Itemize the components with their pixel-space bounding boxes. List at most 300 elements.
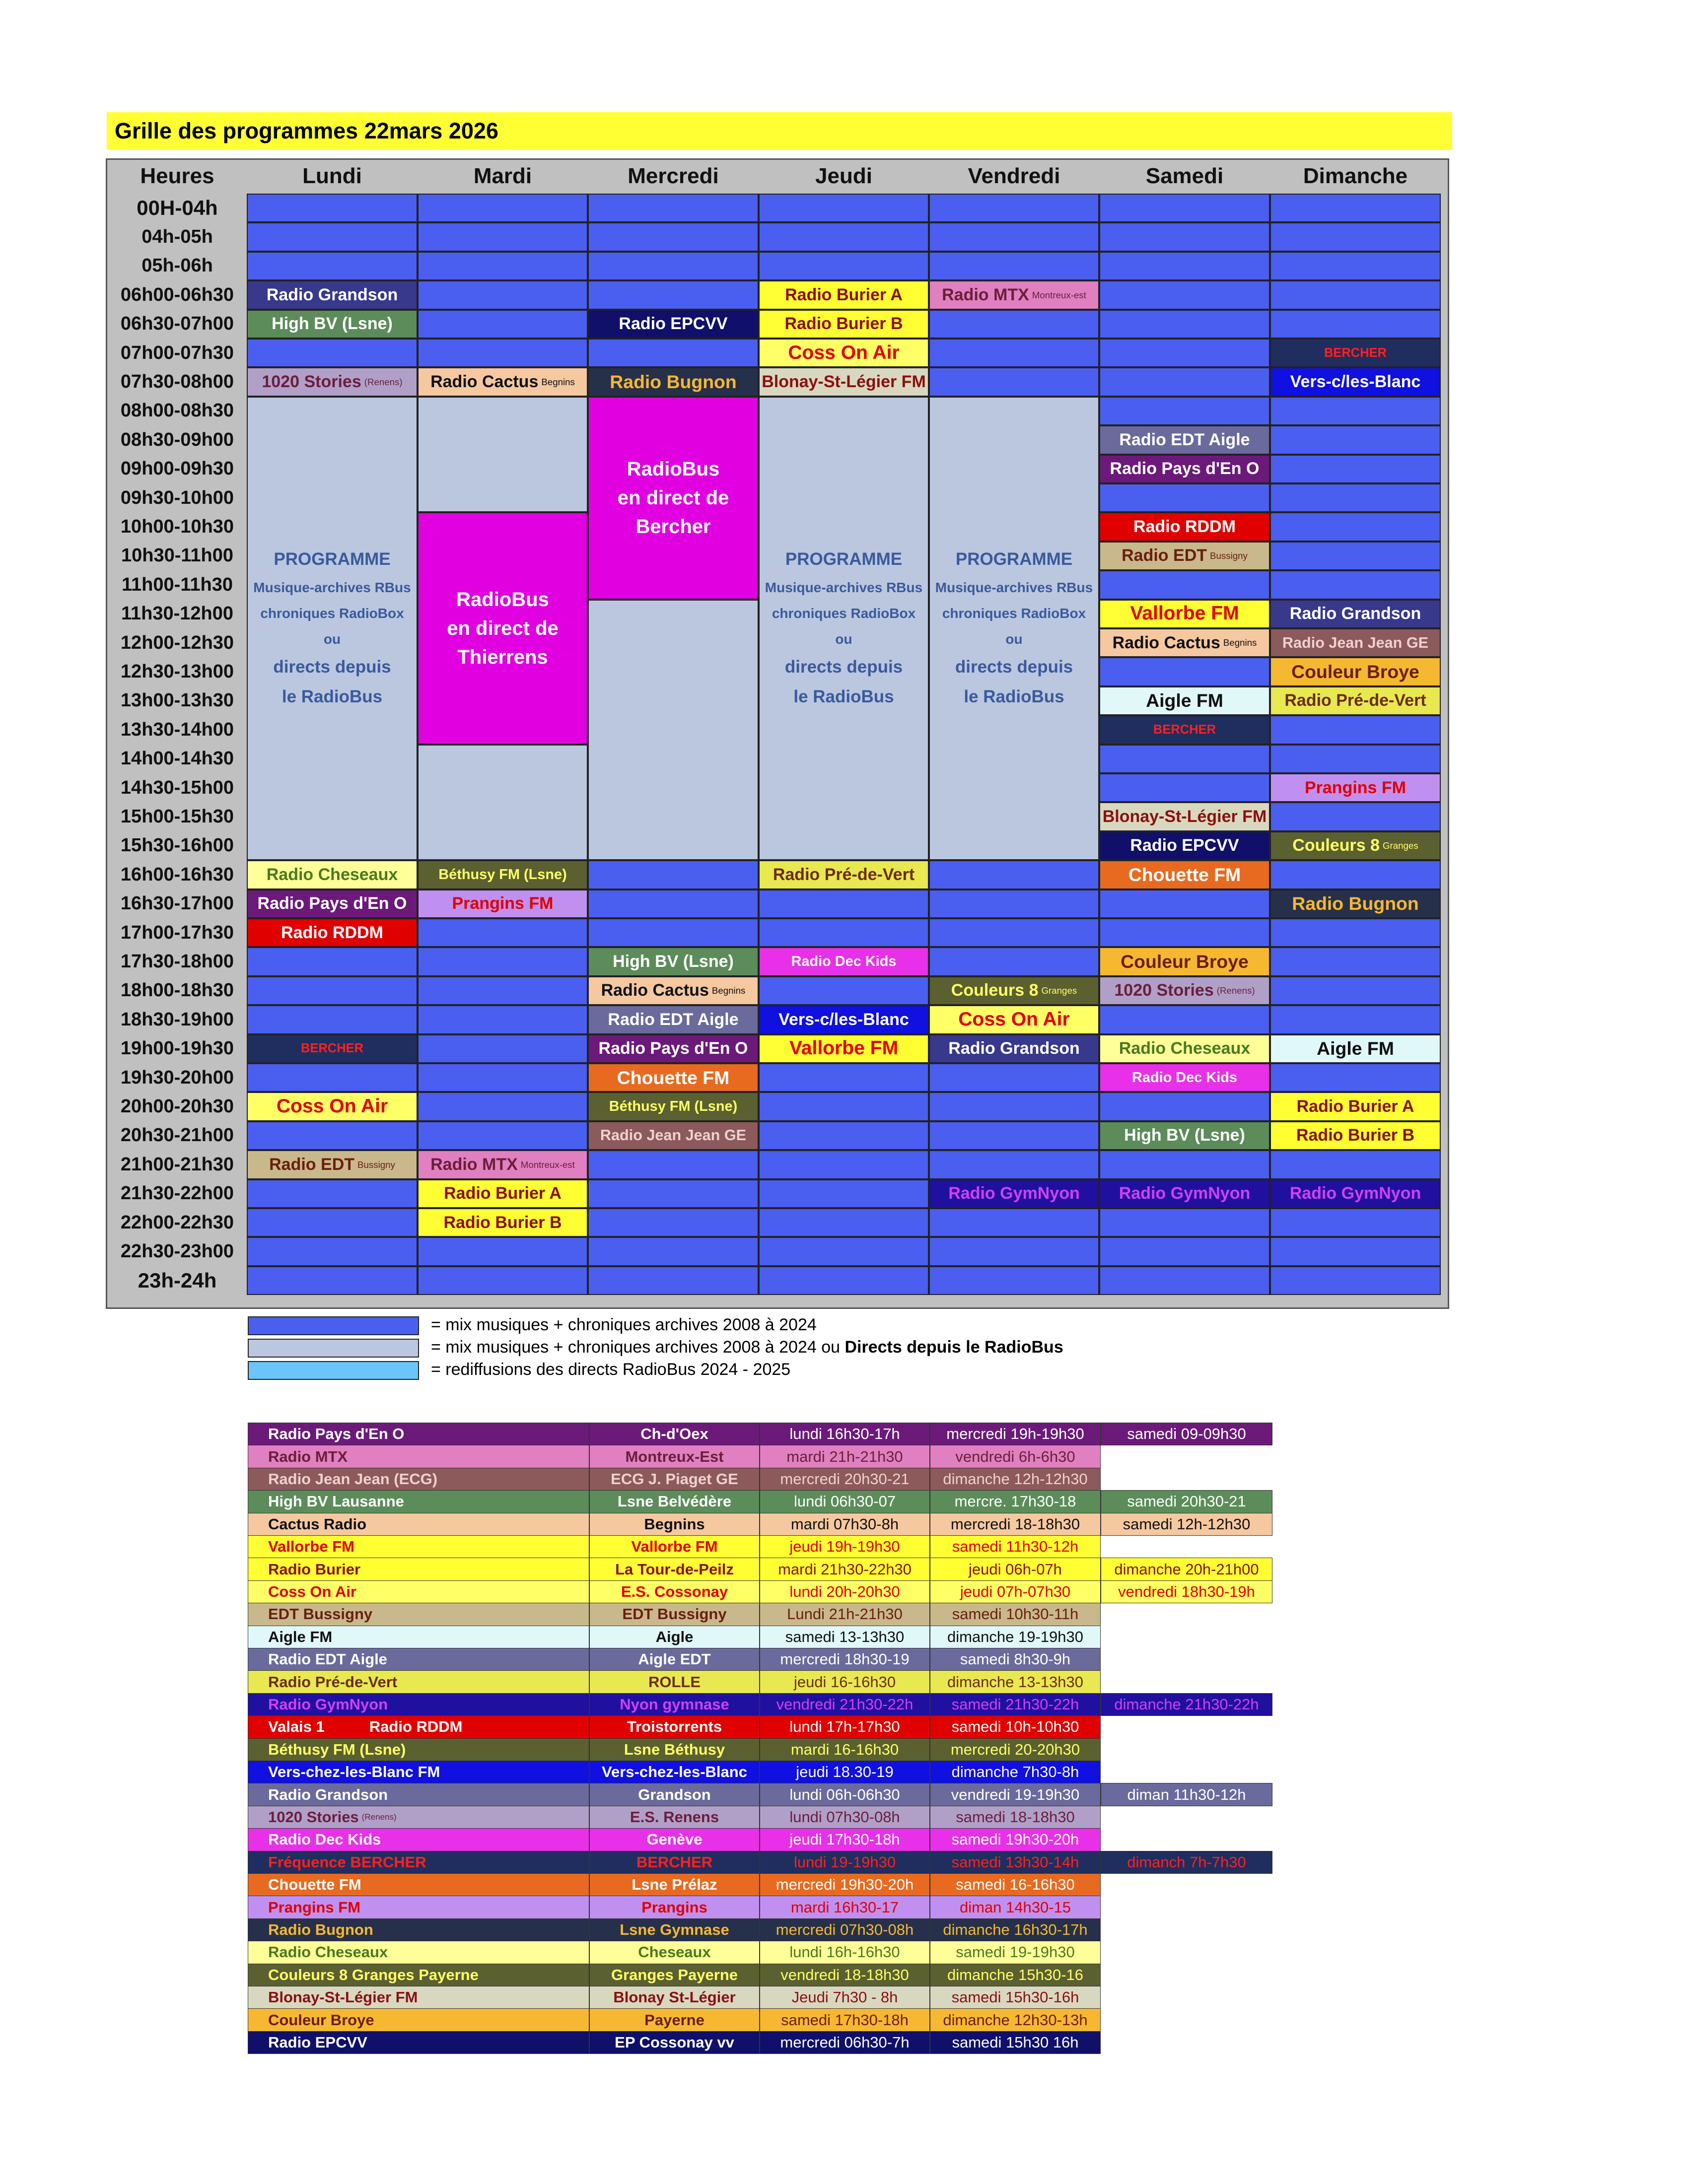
schedule-cell[interactable] bbox=[929, 1005, 1099, 1034]
empty-slot[interactable] bbox=[247, 194, 418, 222]
empty-slot[interactable] bbox=[247, 252, 418, 280]
station-d1 bbox=[760, 1648, 930, 1671]
schedule-cell[interactable] bbox=[1099, 976, 1270, 1005]
empty-slot[interactable] bbox=[929, 1150, 1099, 1179]
block-line: RadioBus bbox=[456, 588, 549, 611]
schedule-cell[interactable] bbox=[247, 367, 418, 396]
schedule-cell[interactable] bbox=[418, 367, 588, 396]
station-text: Radio Dec Kids bbox=[268, 1831, 381, 1848]
station-d1 bbox=[760, 1806, 930, 1829]
empty-slot[interactable] bbox=[1270, 860, 1441, 889]
station-text: mercredi 07h30-08h bbox=[775, 1920, 914, 1938]
station-text: E.S. Cossonay bbox=[621, 1582, 728, 1600]
schedule-cell[interactable] bbox=[247, 860, 418, 889]
station-text: Blonay St-Légier bbox=[613, 1988, 736, 2006]
empty-slot[interactable] bbox=[588, 1179, 759, 1208]
empty-slot[interactable] bbox=[929, 1208, 1099, 1237]
schedule-cell[interactable] bbox=[1270, 686, 1441, 715]
empty-slot[interactable] bbox=[418, 194, 588, 222]
block-line: Musique-archives RBus bbox=[765, 579, 923, 595]
station-d2 bbox=[930, 1806, 1101, 1829]
empty-slot[interactable] bbox=[588, 194, 759, 222]
station-text: 1020 Stories bbox=[268, 1808, 359, 1826]
station-loc bbox=[589, 1873, 760, 1896]
station-text: Fréquence BERCHER bbox=[268, 1853, 426, 1871]
empty-slot[interactable] bbox=[418, 976, 588, 1005]
station-name bbox=[248, 1535, 589, 1558]
station-d2 bbox=[930, 1693, 1101, 1716]
schedule-cell[interactable] bbox=[1099, 831, 1270, 860]
empty-slot[interactable] bbox=[588, 1266, 759, 1295]
cell-label: Radio Pré-de-Vert bbox=[773, 865, 915, 884]
station-text: Valais 1 bbox=[268, 1718, 325, 1736]
column-header-3: Mercredi bbox=[628, 164, 719, 188]
empty-slot[interactable] bbox=[1270, 976, 1441, 1005]
station-text: Lundi 21h-21h30 bbox=[787, 1605, 903, 1623]
empty-slot[interactable] bbox=[1270, 1237, 1441, 1266]
station-d2 bbox=[930, 1941, 1101, 1964]
station-text: jeudi 06h-07h bbox=[969, 1560, 1062, 1578]
station-text: Radio EPCVV bbox=[268, 2033, 367, 2051]
empty-slot[interactable] bbox=[1099, 1266, 1270, 1295]
schedule-cell[interactable] bbox=[1270, 1034, 1441, 1063]
empty-slot[interactable] bbox=[1270, 512, 1441, 541]
hour-label: 12h00-12h30 bbox=[120, 632, 234, 653]
schedule-cell[interactable] bbox=[588, 310, 759, 339]
cell-label: Chouette FM bbox=[617, 1067, 730, 1088]
station-text: dimanche 13-13h30 bbox=[947, 1673, 1084, 1691]
empty-slot[interactable] bbox=[1270, 455, 1441, 483]
empty-slot[interactable] bbox=[588, 222, 759, 251]
schedule-cell[interactable] bbox=[1099, 686, 1270, 715]
empty-slot[interactable] bbox=[1270, 397, 1441, 425]
empty-slot[interactable] bbox=[929, 222, 1099, 251]
cell-label: Radio GymNyon bbox=[1119, 1184, 1251, 1203]
schedule-cell[interactable] bbox=[1099, 628, 1270, 657]
empty-slot[interactable] bbox=[929, 918, 1099, 947]
station-name bbox=[248, 1896, 589, 1918]
empty-slot[interactable] bbox=[1099, 1208, 1270, 1237]
empty-slot[interactable] bbox=[1270, 1005, 1441, 1034]
station-text: mercre. 17h30-18 bbox=[954, 1493, 1076, 1510]
station-text: Radio Bugnon bbox=[268, 1920, 373, 1938]
empty-slot[interactable] bbox=[759, 1179, 929, 1208]
empty-slot[interactable] bbox=[929, 889, 1099, 918]
schedule-cell[interactable] bbox=[1099, 455, 1270, 483]
empty-slot[interactable] bbox=[247, 1237, 418, 1266]
block-line: le RadioBus bbox=[793, 687, 894, 707]
empty-slot[interactable] bbox=[418, 1092, 588, 1121]
empty-slot[interactable] bbox=[929, 1121, 1099, 1150]
empty-slot[interactable] bbox=[1099, 339, 1270, 367]
empty-slot[interactable] bbox=[588, 889, 759, 918]
empty-slot[interactable] bbox=[1099, 889, 1270, 918]
empty-slot[interactable] bbox=[929, 339, 1099, 367]
empty-slot[interactable] bbox=[759, 1092, 929, 1121]
empty-slot[interactable] bbox=[247, 339, 418, 367]
empty-slot[interactable] bbox=[929, 860, 1099, 889]
schedule-cell[interactable] bbox=[588, 1121, 759, 1150]
empty-slot[interactable] bbox=[759, 194, 929, 222]
station-text: Radio MTX bbox=[268, 1447, 348, 1465]
schedule-cell[interactable] bbox=[247, 1092, 418, 1121]
empty-slot[interactable] bbox=[1099, 194, 1270, 222]
schedule-cell[interactable] bbox=[759, 310, 929, 339]
schedule-cell[interactable] bbox=[588, 947, 759, 976]
station-text: mardi 16-16h30 bbox=[790, 1740, 899, 1758]
station-loc bbox=[589, 1693, 760, 1716]
radiobus-thierrens-block[interactable] bbox=[418, 512, 588, 744]
empty-slot[interactable] bbox=[588, 339, 759, 367]
column-header-7: Dimanche bbox=[1303, 164, 1408, 188]
empty-slot[interactable] bbox=[418, 310, 588, 339]
cell-label: Radio GymNyon bbox=[1289, 1184, 1421, 1203]
station-d2 bbox=[930, 1873, 1101, 1896]
empty-slot[interactable] bbox=[1270, 570, 1441, 599]
station-name bbox=[248, 1490, 589, 1513]
hour-label: 20h30-21h00 bbox=[120, 1125, 234, 1146]
station-d1 bbox=[760, 1851, 930, 1874]
schedule-cell[interactable] bbox=[759, 280, 929, 309]
empty-slot[interactable] bbox=[1099, 397, 1270, 425]
empty-slot[interactable] bbox=[1270, 1208, 1441, 1237]
empty-slot[interactable] bbox=[247, 1063, 418, 1092]
block-line: ou bbox=[835, 631, 852, 647]
cell-label: Coss On Air bbox=[958, 1008, 1070, 1030]
schedule-cell[interactable] bbox=[1270, 831, 1441, 860]
schedule-cell[interactable] bbox=[1099, 860, 1270, 889]
cell-label: 1020 Stories bbox=[1114, 981, 1214, 1000]
empty-slot[interactable] bbox=[1099, 252, 1270, 280]
schedule-cell[interactable] bbox=[588, 1034, 759, 1063]
station-text: mercredi 20h30-21 bbox=[780, 1470, 910, 1488]
schedule-cell[interactable] bbox=[1270, 1179, 1441, 1208]
page-title: Grille des programmes 22mars 2026 bbox=[107, 112, 1452, 150]
hour-label: 05h-06h bbox=[141, 255, 213, 276]
schedule-cell[interactable] bbox=[929, 976, 1099, 1005]
empty-slot[interactable] bbox=[759, 1121, 929, 1150]
empty-slot[interactable] bbox=[588, 918, 759, 947]
empty-slot[interactable] bbox=[1099, 483, 1270, 512]
empty-slot[interactable] bbox=[1270, 802, 1441, 831]
station-text: dimanche 7h30-8h bbox=[951, 1763, 1079, 1781]
hour-label: 15h30-16h00 bbox=[120, 835, 234, 856]
empty-slot[interactable] bbox=[418, 947, 588, 976]
empty-slot[interactable] bbox=[1270, 918, 1441, 947]
empty-slot[interactable] bbox=[1099, 280, 1270, 309]
programme-block-lundi[interactable] bbox=[247, 397, 418, 860]
empty-slot[interactable] bbox=[1099, 570, 1270, 599]
hour-label: 07h30-08h00 bbox=[120, 371, 234, 393]
empty-slot[interactable] bbox=[418, 918, 588, 947]
station-text: dimanche 20h-21h00 bbox=[1114, 1560, 1259, 1578]
empty-slot[interactable] bbox=[1270, 715, 1441, 744]
empty-slot[interactable] bbox=[1099, 1092, 1270, 1121]
station-text: BERCHER bbox=[636, 1853, 713, 1871]
schedule-cell[interactable] bbox=[1099, 1034, 1270, 1063]
empty-slot[interactable] bbox=[1270, 947, 1441, 976]
empty-slot[interactable] bbox=[759, 1266, 929, 1295]
schedule-cell[interactable] bbox=[1270, 889, 1441, 918]
cell-label: Radio Grandson bbox=[266, 285, 398, 304]
empty-slot[interactable] bbox=[1270, 194, 1441, 222]
empty-slot[interactable] bbox=[1270, 745, 1441, 773]
empty-slot[interactable] bbox=[1099, 773, 1270, 802]
column-header-6: Samedi bbox=[1145, 164, 1224, 188]
schedule-cell[interactable] bbox=[1099, 600, 1270, 628]
schedule-cell[interactable] bbox=[418, 1150, 588, 1179]
station-d1 bbox=[760, 1626, 930, 1648]
schedule-cell[interactable] bbox=[1270, 657, 1441, 686]
empty-slot[interactable] bbox=[418, 1034, 588, 1063]
empty-slot[interactable] bbox=[588, 252, 759, 280]
schedule-cell[interactable] bbox=[588, 1092, 759, 1121]
empty-slot[interactable] bbox=[247, 1179, 418, 1208]
station-d2 bbox=[930, 1490, 1101, 1513]
schedule-cell[interactable] bbox=[759, 860, 929, 889]
schedule-cell[interactable] bbox=[588, 1063, 759, 1092]
empty-slot[interactable] bbox=[929, 194, 1099, 222]
empty-slot[interactable] bbox=[1270, 280, 1441, 309]
hour-label: 08h00-08h30 bbox=[120, 400, 234, 421]
station-d1 bbox=[760, 1896, 930, 1918]
empty-slot[interactable] bbox=[588, 1150, 759, 1179]
schedule-cell[interactable] bbox=[1099, 425, 1270, 454]
station-text: dimanche 19-19h30 bbox=[947, 1628, 1084, 1645]
schedule-cell[interactable] bbox=[247, 1150, 418, 1179]
station-d3 bbox=[1101, 1783, 1272, 1806]
station-d2 bbox=[930, 1738, 1101, 1761]
schedule-cell[interactable] bbox=[1099, 1121, 1270, 1150]
empty-slot[interactable] bbox=[588, 280, 759, 309]
schedule-cell[interactable] bbox=[759, 367, 929, 396]
schedule-cell[interactable] bbox=[759, 1034, 929, 1063]
cell-label: Radio Cactus bbox=[430, 372, 539, 392]
empty-slot[interactable] bbox=[418, 339, 588, 367]
empty-slot[interactable] bbox=[588, 860, 759, 889]
empty-slot[interactable] bbox=[1270, 1063, 1441, 1092]
empty-slot[interactable] bbox=[929, 252, 1099, 280]
empty-slot[interactable] bbox=[759, 222, 929, 251]
station-d1 bbox=[760, 1558, 930, 1580]
cell-label: Prangins FM bbox=[1304, 778, 1407, 797]
schedule-cell[interactable] bbox=[929, 280, 1099, 309]
empty-slot[interactable] bbox=[247, 1121, 418, 1150]
schedule-cell[interactable] bbox=[1099, 1063, 1270, 1092]
empty-slot[interactable] bbox=[588, 1237, 759, 1266]
empty-slot[interactable] bbox=[247, 976, 418, 1005]
empty-slot[interactable] bbox=[247, 1266, 418, 1295]
station-loc bbox=[589, 1423, 760, 1445]
empty-slot[interactable] bbox=[929, 947, 1099, 976]
block-line: chroniques RadioBox bbox=[772, 605, 916, 621]
schedule-cell[interactable] bbox=[1270, 773, 1441, 802]
schedule-cell[interactable] bbox=[1099, 542, 1270, 570]
schedule-cell[interactable] bbox=[1099, 802, 1270, 831]
cell-label: Radio Cactus bbox=[1112, 633, 1220, 652]
station-d1 bbox=[760, 1761, 930, 1783]
empty-slot[interactable] bbox=[929, 310, 1099, 339]
radiobus-bercher-block[interactable] bbox=[588, 397, 759, 600]
empty-slot[interactable] bbox=[759, 1237, 929, 1266]
empty-slot[interactable] bbox=[1099, 367, 1270, 396]
empty-slot[interactable] bbox=[418, 1121, 588, 1150]
station-d2 bbox=[930, 1603, 1101, 1626]
empty-slot[interactable] bbox=[1270, 310, 1441, 339]
station-text: Radio EDT Aigle bbox=[268, 1650, 387, 1668]
empty-slot[interactable] bbox=[418, 252, 588, 280]
empty-slot[interactable] bbox=[418, 1005, 588, 1034]
station-name bbox=[248, 1670, 589, 1693]
legend-swatch bbox=[248, 1316, 419, 1335]
light-block-mercredi[interactable] bbox=[588, 600, 759, 861]
schedule-cell[interactable] bbox=[1099, 512, 1270, 541]
schedule-cell[interactable] bbox=[247, 889, 418, 918]
schedule-cell[interactable] bbox=[1270, 1121, 1441, 1150]
schedule-cell[interactable] bbox=[929, 1034, 1099, 1063]
station-loc bbox=[589, 1738, 760, 1761]
empty-slot[interactable] bbox=[418, 1237, 588, 1266]
light-block-mardi[interactable] bbox=[418, 397, 588, 513]
station-name bbox=[248, 1693, 589, 1716]
empty-slot[interactable] bbox=[1270, 542, 1441, 570]
station-text: Radio Cheseaux bbox=[268, 1943, 388, 1961]
empty-slot[interactable] bbox=[759, 889, 929, 918]
empty-slot[interactable] bbox=[1099, 1237, 1270, 1266]
empty-slot[interactable] bbox=[929, 1092, 1099, 1121]
station-d3 bbox=[1101, 1513, 1272, 1536]
legend-text-main: = mix musiques + chroniques archives 2008 à 2024 bbox=[431, 1315, 817, 1334]
empty-slot[interactable] bbox=[247, 947, 418, 976]
schedule-cell[interactable] bbox=[418, 889, 588, 918]
schedule-cell[interactable] bbox=[759, 339, 929, 367]
schedule-cell[interactable] bbox=[247, 1034, 418, 1063]
empty-slot[interactable] bbox=[1270, 1266, 1441, 1295]
empty-slot[interactable] bbox=[759, 1063, 929, 1092]
station-name bbox=[248, 1873, 589, 1896]
empty-slot[interactable] bbox=[1099, 918, 1270, 947]
empty-slot[interactable] bbox=[1270, 1150, 1441, 1179]
station-text: La Tour-de-Peilz bbox=[615, 1560, 734, 1578]
empty-slot[interactable] bbox=[929, 1266, 1099, 1295]
empty-slot[interactable] bbox=[759, 918, 929, 947]
schedule-cell[interactable] bbox=[418, 1208, 588, 1237]
empty-slot[interactable] bbox=[1099, 657, 1270, 686]
empty-slot[interactable] bbox=[1270, 252, 1441, 280]
schedule-cell[interactable] bbox=[1099, 947, 1270, 976]
schedule-cell[interactable] bbox=[1270, 600, 1441, 628]
cell-label: Radio Dec Kids bbox=[1132, 1069, 1237, 1086]
schedule-cell[interactable] bbox=[1270, 339, 1441, 367]
station-name bbox=[248, 1828, 589, 1851]
empty-slot[interactable] bbox=[418, 280, 588, 309]
empty-slot[interactable] bbox=[1270, 483, 1441, 512]
station-d1 bbox=[760, 1693, 930, 1716]
programme-block-vendredi[interactable] bbox=[929, 397, 1099, 860]
station-text: samedi 21h30-22h bbox=[951, 1695, 1079, 1713]
station-text: Vallorbe FM bbox=[631, 1538, 718, 1556]
empty-slot[interactable] bbox=[418, 1063, 588, 1092]
empty-slot[interactable] bbox=[247, 222, 418, 251]
cell-label: Béthusy FM (Lsne) bbox=[438, 866, 567, 883]
schedule-cell[interactable] bbox=[1270, 628, 1441, 657]
schedule-cell[interactable] bbox=[929, 1179, 1099, 1208]
empty-slot[interactable] bbox=[247, 1005, 418, 1034]
block-line: en direct de bbox=[617, 487, 729, 509]
station-d1 bbox=[760, 1783, 930, 1806]
schedule-cell[interactable] bbox=[1099, 1179, 1270, 1208]
cell-label: BERCHER bbox=[1324, 345, 1387, 360]
schedule-cell[interactable] bbox=[1270, 1092, 1441, 1121]
empty-slot[interactable] bbox=[759, 1150, 929, 1179]
empty-slot[interactable] bbox=[1099, 1005, 1270, 1034]
schedule-cell[interactable] bbox=[247, 280, 418, 309]
schedule-cell[interactable] bbox=[247, 918, 418, 947]
schedule-cell[interactable] bbox=[418, 860, 588, 889]
schedule-cell[interactable] bbox=[588, 976, 759, 1005]
station-text: Vallorbe FM bbox=[268, 1538, 354, 1556]
empty-slot[interactable] bbox=[418, 222, 588, 251]
schedule-cell[interactable] bbox=[418, 1179, 588, 1208]
station-loc bbox=[589, 1806, 760, 1829]
station-loc bbox=[589, 1648, 760, 1671]
empty-slot[interactable] bbox=[1099, 1150, 1270, 1179]
empty-slot[interactable] bbox=[759, 1208, 929, 1237]
schedule-cell[interactable] bbox=[759, 947, 929, 976]
legend-text bbox=[431, 1360, 790, 1379]
schedule-cell[interactable] bbox=[588, 367, 759, 396]
schedule-cell[interactable] bbox=[759, 1005, 929, 1034]
station-d1 bbox=[760, 2008, 930, 2031]
empty-slot[interactable] bbox=[759, 252, 929, 280]
cell-label: Coss On Air bbox=[276, 1095, 388, 1117]
schedule-cell[interactable] bbox=[1099, 715, 1270, 744]
station-text: dimanche 15h30-16 bbox=[947, 1966, 1084, 1983]
station-d3 bbox=[1101, 1490, 1272, 1513]
empty-slot[interactable] bbox=[588, 1208, 759, 1237]
station-text: Begnins bbox=[644, 1515, 705, 1533]
station-text: samedi 13-13h30 bbox=[785, 1628, 905, 1645]
empty-slot[interactable] bbox=[759, 976, 929, 1005]
station-text: Lsne Prélaz bbox=[632, 1876, 717, 1894]
empty-slot[interactable] bbox=[1270, 222, 1441, 251]
cell-sublabel: Begnins bbox=[1223, 637, 1257, 648]
empty-slot[interactable] bbox=[929, 367, 1099, 396]
empty-slot[interactable] bbox=[1099, 222, 1270, 251]
station-d3 bbox=[1101, 1558, 1272, 1580]
light-block-mardi-2[interactable] bbox=[418, 745, 588, 861]
station-text: Lsne Belvédère bbox=[617, 1493, 732, 1510]
block-line: le RadioBus bbox=[281, 687, 383, 707]
empty-slot[interactable] bbox=[1099, 310, 1270, 339]
programme-block-jeudi[interactable] bbox=[759, 397, 929, 860]
station-text-2: Radio RDDM bbox=[369, 1718, 463, 1736]
schedule-cell[interactable] bbox=[588, 1005, 759, 1034]
station-d2 bbox=[930, 1896, 1101, 1918]
station-text: vendredi 19-19h30 bbox=[951, 1785, 1080, 1803]
schedule-cell[interactable] bbox=[1270, 367, 1441, 396]
empty-slot[interactable] bbox=[929, 1063, 1099, 1092]
station-loc bbox=[589, 1490, 760, 1513]
empty-slot[interactable] bbox=[1270, 425, 1441, 454]
station-loc bbox=[589, 1468, 760, 1491]
empty-slot[interactable] bbox=[929, 1237, 1099, 1266]
empty-slot[interactable] bbox=[247, 1208, 418, 1237]
schedule-cell[interactable] bbox=[247, 310, 418, 339]
empty-slot[interactable] bbox=[418, 1266, 588, 1295]
empty-slot[interactable] bbox=[1099, 745, 1270, 773]
station-text: Chouette FM bbox=[268, 1876, 361, 1894]
